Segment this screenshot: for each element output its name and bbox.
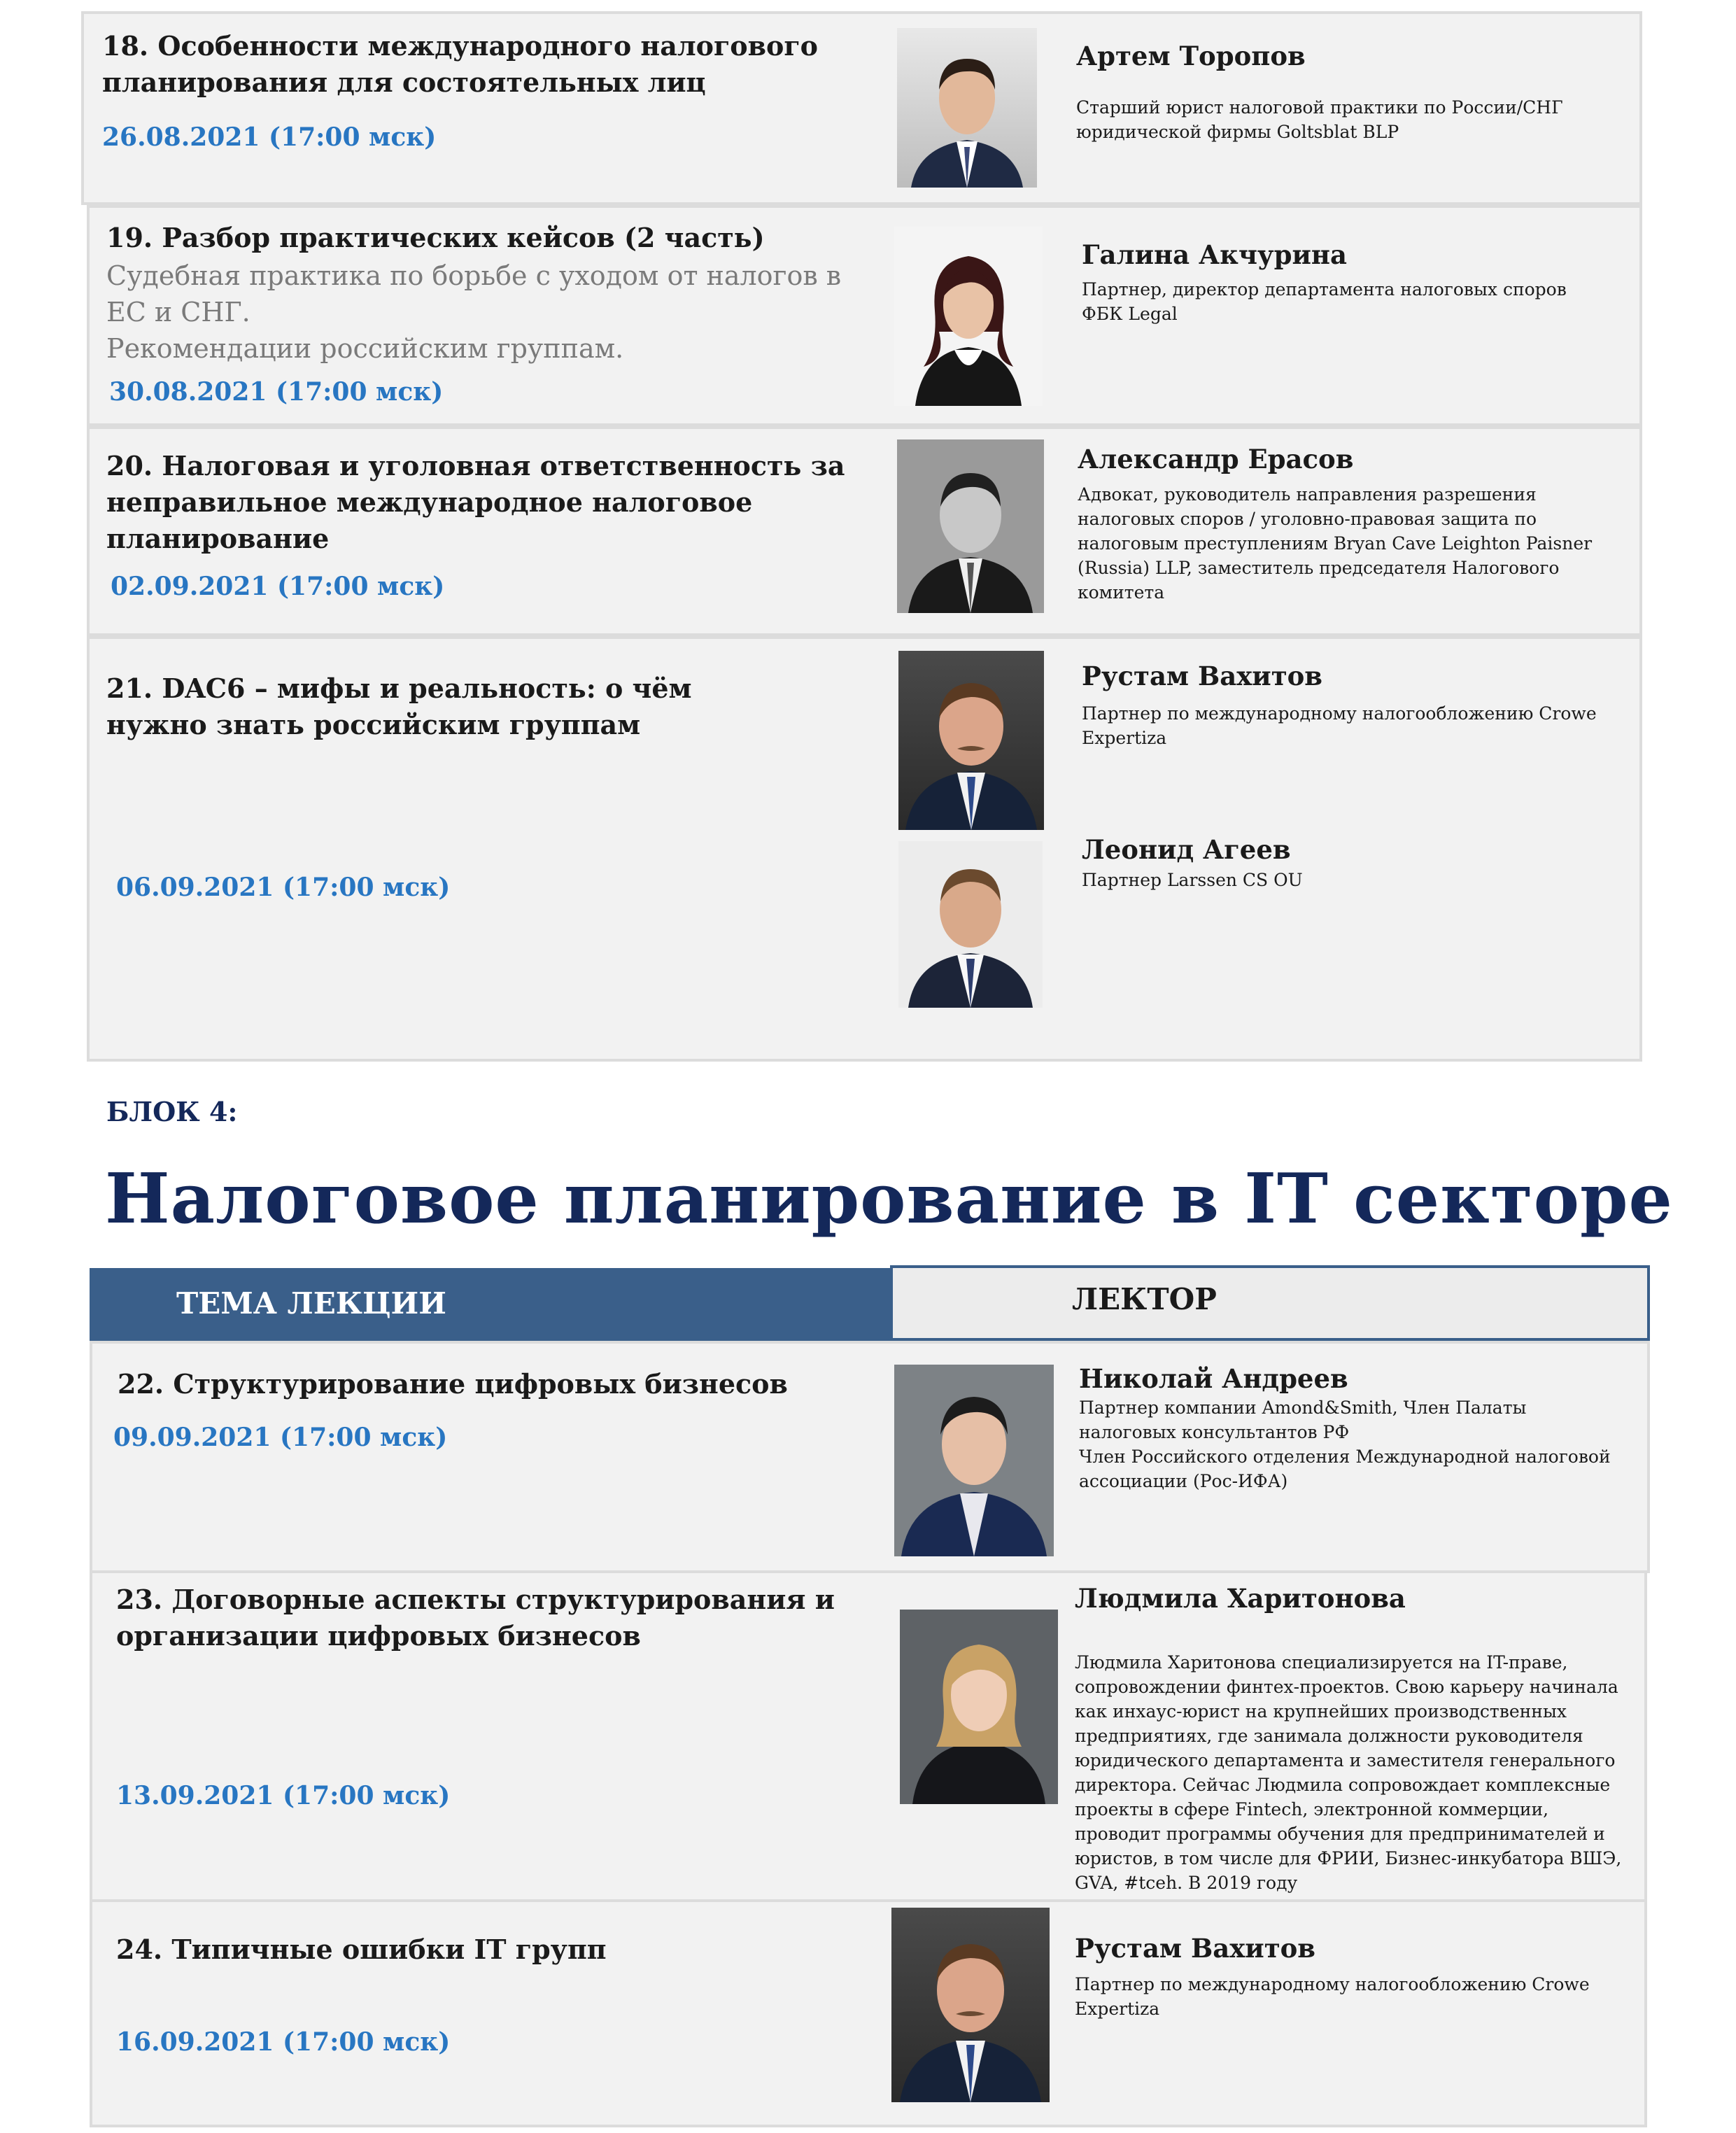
- lecture-date: 13.09.2021 (17:00 мск): [116, 1781, 451, 1810]
- lecturer-name: Николай Андреев: [1079, 1363, 1348, 1394]
- lecturer-bio-line: юридического департамента и заместителя генерального: [1075, 1750, 1616, 1771]
- lecturer-title-line: комитета: [1078, 582, 1165, 603]
- lecture-title: 24. Типичные ошибки IT групп: [116, 1934, 607, 1965]
- lecturer-name: Леонид Агеев: [1082, 834, 1291, 865]
- portrait-image: [894, 1365, 1054, 1556]
- lecture-title: 22. Структурирование цифровых бизнесов: [118, 1368, 788, 1400]
- lecture-title-line: планирование: [106, 523, 330, 554]
- lecture-subtitle-line: ЕС и СНГ.: [106, 297, 250, 328]
- lecturer-photo: [894, 1365, 1054, 1556]
- lecture-date: 06.09.2021 (17:00 мск): [116, 873, 451, 902]
- lecturer-title-line: (Russia) LLP, заместитель председателя Налогового: [1078, 558, 1560, 578]
- header-lecturer-label: ЛЕКТОР: [1072, 1282, 1217, 1316]
- block-label: БЛОК 4:: [106, 1096, 238, 1127]
- lecturer-title-line: Адвокат, руководитель направления разрешения: [1078, 484, 1537, 505]
- portrait-image: [894, 227, 1043, 406]
- block-title: Налоговое планирование в IT секторе: [105, 1159, 1673, 1239]
- lecture-subtitle-line: Судебная практика по борьбе с уходом от налогов в: [106, 260, 842, 291]
- lecture-title: 19. Разбор практических кейсов (2 часть): [106, 222, 765, 253]
- lecturer-name: Рустам Вахитов: [1082, 661, 1323, 691]
- portrait-image: [891, 1908, 1050, 2102]
- lecturer-name: Галина Акчурина: [1082, 239, 1347, 270]
- lecturer-bio-line: Людмила Харитонова специализируется на IT-праве,: [1075, 1652, 1568, 1673]
- lecturer-title-line: Партнер, директор департамента налоговых споров: [1082, 279, 1567, 300]
- lecture-title-line: нужно знать российским группам: [106, 709, 641, 740]
- lecturer-photo: [898, 651, 1044, 830]
- portrait-image: [898, 651, 1044, 830]
- lecturer-title-line: Член Российского отделения Международной налоговой: [1079, 1446, 1611, 1467]
- portrait-image: [897, 28, 1037, 188]
- lecturer-name: Людмила Харитонова: [1075, 1583, 1406, 1614]
- portrait-image: [898, 841, 1043, 1008]
- lecture-title-line: 23. Договорные аспекты структурирования и: [116, 1584, 835, 1615]
- lecturer-bio-line: проводит программы обучения для предпринимателей и: [1075, 1824, 1605, 1844]
- lecturer-bio-line: как инхаус-юрист на крупнейших производственных: [1075, 1701, 1567, 1722]
- lecture-title-line: 20. Налоговая и уголовная ответственность за: [106, 450, 845, 481]
- lecturer-name: Александр Ерасов: [1078, 444, 1354, 474]
- lecture-subtitle-line: Рекомендации российским группам.: [106, 333, 624, 364]
- lecturer-name: Артем Торопов: [1076, 41, 1306, 71]
- lecturer-title-line: налоговым преступлениям Bryan Cave Leighton Paisner: [1078, 533, 1593, 554]
- lecture-date: 16.09.2021 (17:00 мск): [116, 2027, 451, 2057]
- lecturer-photo: [898, 841, 1043, 1008]
- lecturer-title-line: Партнер по международному налогообложению Crowe: [1075, 1974, 1590, 1994]
- lecturer-title-line: налоговых консультантов РФ: [1079, 1422, 1350, 1442]
- lecturer-title-line: ассоциации (Рос-ИФА): [1079, 1471, 1288, 1491]
- lecturer-title-line: Партнер по международному налогообложению Crowe: [1082, 703, 1597, 724]
- lecturer-bio-line: проекты в сфере Fintech, электронной коммерции,: [1075, 1799, 1549, 1819]
- lecturer-title-line: ФБК Legal: [1082, 304, 1178, 324]
- lecturer-title-line: налоговых споров / уголовно-правовая защита по: [1078, 509, 1537, 529]
- lecture-title-line-2: планирования для состоятельных лиц: [102, 66, 706, 98]
- lecture-title-line: организации цифровых бизнесов: [116, 1620, 641, 1652]
- header-topic-label: ТЕМА ЛЕКЦИИ: [176, 1286, 446, 1321]
- lecturer-bio-line: предприятиях, где занимала должности руководителя: [1075, 1726, 1583, 1746]
- header-topic: [90, 1268, 893, 1344]
- lecturer-title-line: Партнер компании Amond&Smith, Член Палаты: [1079, 1398, 1527, 1418]
- lecture-title-line: неправильное международное налоговое: [106, 486, 753, 518]
- lecturer-title-line: юридической фирмы Goltsblat BLP: [1076, 122, 1399, 142]
- portrait-image: [900, 1610, 1058, 1804]
- lecturer-bio-line: директора. Сейчас Людмила сопровождает комплексные: [1075, 1775, 1611, 1795]
- lecturer-photo: [900, 1610, 1058, 1804]
- lecturer-photo: [897, 28, 1037, 188]
- lecturer-title-line: Expertiza: [1082, 728, 1167, 748]
- lecture-date: 02.09.2021 (17:00 мск): [111, 572, 445, 601]
- lecturer-photo: [897, 439, 1044, 613]
- lecturer-bio-line: юристов, в том числе для ФРИИ, Бизнес-инкубатора ВШЭ,: [1075, 1848, 1622, 1868]
- lecture-title-line: 21. DAC6 – мифы и реальность: о чём: [106, 673, 692, 704]
- lecturer-bio-line: сопровождении финтех-проектов. Свою карьеру начинала: [1075, 1677, 1618, 1697]
- lecture-date: 09.09.2021 (17:00 мск): [113, 1423, 448, 1452]
- lecture-date: 30.08.2021 (17:00 мск): [109, 377, 444, 407]
- lecturer-bio-line: GVA, #tceh. В 2019 году: [1075, 1873, 1298, 1893]
- header-lecturer: [890, 1265, 1650, 1341]
- portrait-image: [897, 439, 1044, 613]
- lecture-title: 18. Особенности международного налогового: [102, 30, 819, 62]
- lecturer-title-line: Expertiza: [1075, 1999, 1160, 2019]
- lecturer-name: Рустам Вахитов: [1075, 1933, 1316, 1964]
- lecturer-title-line: Старший юрист налоговой практики по России/СНГ: [1076, 97, 1563, 118]
- lecturer-title-line: Партнер Larssen CS OU: [1082, 870, 1303, 890]
- lecturer-photo: [894, 227, 1043, 406]
- lecture-date: 26.08.2021 (17:00 мск): [102, 122, 437, 152]
- lecturer-photo: [891, 1908, 1050, 2102]
